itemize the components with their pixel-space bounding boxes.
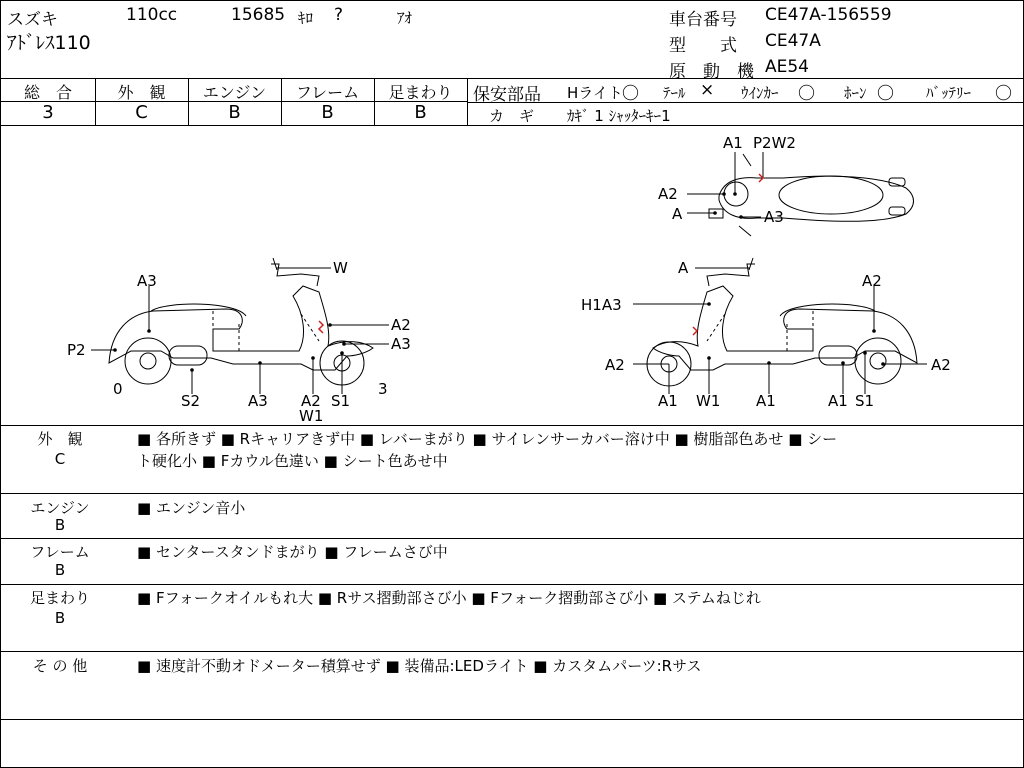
label-s1-right: S1 (855, 392, 875, 410)
maker: スズキ (7, 10, 58, 30)
divider (1, 425, 1023, 426)
label-top-a: A (672, 205, 683, 223)
frame-no-label: 車台番号 (669, 10, 737, 30)
tail-status: × (700, 80, 715, 100)
section-frame-grade: B (54, 561, 66, 579)
horn-status: 〇 (877, 84, 894, 104)
section-other-line1: ■ 速度計不動オドメーター積算せず ■ 装備品:LEDライト ■ カスタムパーツ:Rサス (137, 657, 702, 675)
model-name: ｱﾄﾞﾚｽ110 (7, 32, 91, 54)
displacement: 110cc (126, 5, 178, 25)
engine-no-label: 原 動 機 (669, 62, 754, 82)
label-a3-top: A3 (137, 272, 157, 290)
grade-suspension: B (414, 102, 427, 123)
key-value: ｶｷﾞ 1 ｼｬｯﾀｰｷｰ1 (567, 107, 671, 125)
label-a3-right: A3 (391, 335, 411, 353)
section-exterior-grade: C (54, 450, 66, 468)
label-a2-top: A2 (862, 272, 882, 290)
label-a2-right-side: A2 (931, 356, 951, 374)
grade-suspension-label: 足まわり (388, 83, 453, 102)
grade-engine-label: エンジン (202, 83, 267, 102)
horn-label: ﾎｰﾝ (844, 84, 867, 102)
scooter-top-view (709, 154, 914, 236)
section-suspension-grade: B (54, 609, 66, 627)
battery-status: 〇 (995, 84, 1012, 104)
type-value: CE47A (765, 31, 821, 51)
type-label: 型 式 (669, 36, 737, 56)
engine-no: AE54 (765, 57, 810, 77)
section-suspension-line1: ■ Fフォークオイルもれ大 ■ Rサス摺動部さび小 ■ Fフォーク摺動部さび小 ■ ステムねじれ (137, 589, 761, 607)
key-label: カ ギ (489, 107, 535, 125)
label-top-p2w2: P2W2 (753, 134, 796, 152)
label-p2: P2 (67, 341, 86, 359)
label-h1a3: H1A3 (581, 296, 622, 314)
damage-diagram (1, 126, 1023, 426)
winker-status: 〇 (798, 84, 815, 104)
label-a1-mid: A1 (756, 392, 776, 410)
label-zero: 0 (113, 380, 123, 398)
tail-label: ﾃｰﾙ (663, 84, 686, 102)
headlight-label: Hライト (567, 84, 623, 102)
label-top-a3: A3 (764, 208, 784, 226)
divider (1, 719, 1023, 720)
label-w1-right: W1 (696, 392, 721, 410)
divider (1, 493, 1023, 494)
grade-engine: B (228, 102, 241, 123)
label-a3-bottom: A3 (248, 392, 268, 410)
label-a2-bottom: A2 (301, 392, 321, 410)
grade-frame-label: フレーム (295, 83, 360, 102)
safety-label: 保安部品 (473, 85, 541, 105)
grade-exterior: C (135, 102, 148, 123)
section-exterior-line1: ■ 各所きず ■ Rキャリアきず中 ■ レバーまがり ■ サイレンサーカバー溶け中 ■ 樹脂部色あせ ■ シー (137, 430, 838, 448)
section-suspension-label: 足まわり (29, 589, 90, 607)
battery-label: ﾊﾞｯﾃﾘｰ (926, 84, 972, 102)
headlight-status: 〇 (622, 84, 639, 104)
label-w: W (333, 259, 348, 277)
frame-no: CE47A-156559 (765, 5, 892, 25)
section-frame-line1: ■ センタースタンドまがり ■ フレームさび中 (137, 543, 448, 561)
divider (1, 538, 1023, 539)
mileage-uncertain: ? (334, 5, 344, 25)
label-a1-rear: A1 (828, 392, 848, 410)
grade-frame: B (321, 102, 334, 123)
mileage: 15685 (231, 5, 286, 25)
label-a: A (678, 259, 689, 277)
label-top-a2: A2 (658, 185, 678, 203)
section-exterior-line2: ト硬化小 ■ Fカウル色違い ■ シート色あせ中 (137, 452, 448, 470)
mileage-unit: ｷﾛ (298, 9, 314, 27)
color: ｱｵ (397, 9, 413, 27)
divider (1, 78, 1023, 79)
section-other-label: そ の 他 (32, 657, 88, 675)
section-engine-grade: B (54, 516, 66, 534)
label-s2: S2 (181, 392, 201, 410)
winker-label: ｳｲﾝｶｰ (741, 84, 779, 102)
section-engine-line1: ■ エンジン音小 (137, 499, 246, 517)
grade-overall: 3 (42, 102, 54, 123)
label-a1-front: A1 (658, 392, 678, 410)
section-frame-label: フレーム (30, 543, 90, 561)
section-engine-label: エンジン (30, 499, 90, 517)
label-a2-left: A2 (605, 356, 625, 374)
grade-overall-label: 総 合 (23, 83, 72, 102)
divider (1, 651, 1023, 652)
label-three: 3 (378, 380, 388, 398)
label-s1: S1 (331, 392, 351, 410)
label-top-a1: A1 (723, 134, 743, 152)
section-exterior-label: 外 観 (37, 430, 83, 448)
grade-exterior-label: 外 観 (117, 83, 166, 102)
label-a2-right: A2 (391, 316, 411, 334)
divider (1, 584, 1023, 585)
label-w1: W1 (299, 407, 324, 425)
